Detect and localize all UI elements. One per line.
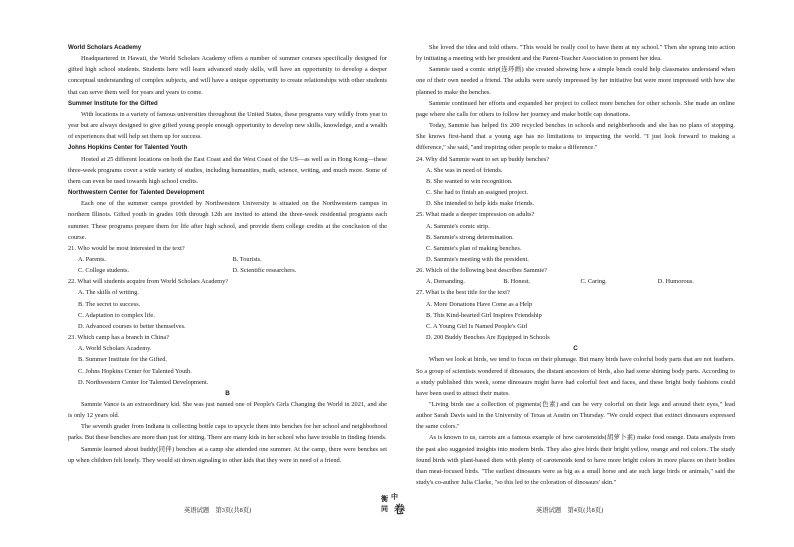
paragraph: With locations in a variety of famous universities throughout the United States, these programs vary wildly from year to year but are always designed to give gifted young people enough opportunity to develop new skills, knowledge, and a wealth of experiences that will help set them up for success. [68, 110, 387, 141]
logo-char: 中 [391, 493, 398, 501]
answer-option: A. Sammie's comic strip. [426, 222, 490, 230]
answer-option: B. She wanted to win recognition. [426, 177, 513, 185]
answer-options [416, 276, 735, 287]
paragraph: Sammie used a comic strip(连环画) she created showing how a simple bench could help classmates understand when one of their own needed a friend. The adults were surely impressed by her initiative but were more impressed with how she planned to make the benches. [416, 66, 735, 96]
answer-option: B. This Kind-hearted Girl Inspires Friendship [426, 311, 542, 319]
paragraph: Sammie Vance is an extraordinary kid. She was just named one of People's Girls Changing the World in 2021, and she is only 12 years old. [68, 401, 387, 420]
answer-option: C. Sammie's plan of making benches. [426, 244, 522, 252]
paragraph: "Living birds use a collection of pigments(色素) and can be very colorful on their legs and around their eyes," lead author Sarah Davis said in the University of Texas at Austin on Thursday. "We could expect that extinct dinosaurs expressed the same colors." [416, 401, 735, 431]
question: 26. Which of the following best describes Sammie? [416, 267, 547, 275]
section-heading: World Scholars Academy [68, 44, 142, 51]
answer-option: D. She intended to help kids make friends. [426, 200, 534, 208]
passage-label: B [225, 389, 230, 397]
question: 21. Who would be most interested in the text? [68, 244, 185, 252]
answer-option: C. College students. [78, 267, 130, 275]
answer-option: B. The secret to success. [78, 300, 141, 308]
question: 22. What will students acquire from World Scholars Academy? [68, 278, 229, 286]
paragraph: Each one of the summer camps provided by Northwestern University is situated on the Northwestern campus in northern Illinois. Gifted youth in grades 10th through 12th are invited to attend the three-week residential programs each summer. These programs prepare them for life after high school, and provide them college credits at the conclusion of the course. [68, 200, 387, 241]
answer-option: D. Advanced courses to better themselves. [78, 322, 186, 330]
left-column [68, 42, 387, 466]
answer-option: A. The skills of writing. [78, 289, 139, 297]
logo-char: 衡 [381, 495, 388, 503]
paragraph: Sammie continued her efforts and expanded her project to collect more benches for other schools. She made an online page where she calls for others to follow her journey and make bottle cap donations. [416, 99, 735, 118]
question: 27. What is the best title for the text? [416, 289, 510, 297]
answer-option: D. 200 Buddy Benches Are Equipped in Schools [426, 334, 550, 342]
publisher-logo [381, 493, 412, 524]
answer-option: A. Demanding. [426, 278, 465, 286]
section-heading: Johns Hopkins Center for Talented Youth [68, 144, 188, 152]
paragraph: Headquartered in Hawaii, the World Scholars Academy offers a number of summer courses specifically designed for gifted high school students. Students here will learn advanced study skills, will have an opportunity to develop a deeper conceptual understanding of complex subjects, and will have a unique opportunity to create relationships with other students that can serve them well for years and years to come. [68, 55, 387, 96]
answer-option: D. Northwestern Center for Talented Development. [78, 378, 209, 386]
answer-option: B. Tourists. [232, 255, 262, 263]
section-heading: Summer Institute for the Gifted [68, 99, 158, 107]
answer-option: A. More Donations Have Come as a Help [426, 300, 533, 308]
paragraph: Hosted at 25 different locations on both the East Coast and the West Coast of the US—as well as in Hong Kong—these three-week programs cover a wide variety of studies, including humanities, math, science, writing, and much more. Some of them can even be used towards high school credits. [68, 155, 387, 185]
answer-option: B. Sammie's strong determination. [426, 233, 514, 241]
question: 25. What made a deeper impression on adults? [416, 211, 535, 219]
answer-option: B. Honest. [503, 278, 531, 286]
question: 23. Which camp has a branch in China? [68, 334, 169, 342]
page-footer-left: 英语试题 第3页(共8页) [184, 507, 252, 514]
paragraph: She loved the idea and told others. "This would be really cool to have them at my school." Then she sprang into action by initiating a meeting with her president and the Parent-Teacher Association to present her idea. [416, 44, 735, 63]
answer-option: C. A Young Girl Is Named People's Girl [426, 322, 528, 330]
paragraph: The seventh grader from Indiana is collecting bottle caps to upcycle them into benches for her school and neighborhood parks. But these benches are more than just for sitting. There are many kids in her school who have trouble in finding friends. [68, 423, 387, 442]
answer-option: A. World Scholars Academy. [78, 345, 152, 353]
answer-option: A. Parents. [78, 255, 107, 263]
answer-option: D. Scientific researchers. [232, 267, 297, 275]
paragraph: As is known to us, carrots are a famous example of how carotenoids(胡萝卜素) make food orange. Data analysis from the past also suggested insights into modern birds. They also give birds their bright yellow, orange and red colors. The study found birds with plant-based diets with plenty of carotenoids tend to have more bright colors in more places on their bodies than meat-focused birds. "The earliest dinosaurs were as big as a small horse and ate such large birds or animals," said the study's co-author Julia Clarke, "so this led to the coloration of dinosaurs' skin." [416, 434, 735, 487]
logo-char: 同 [381, 505, 388, 513]
logo-char: 卷 [394, 504, 405, 516]
passage-label: C [573, 345, 578, 353]
paragraph: Sammie learned about buddy(同伴) benches at a camp she attended one summer. At the camp, there were benches set up when children felt lonely. They would sit down signaling to other kids that they were in need of a friend. [68, 445, 387, 464]
answer-option: C. Adaptation to complex life. [78, 311, 155, 319]
answer-option: D. Sammie's meeting with the president. [426, 255, 529, 263]
answer-option: A. She was in need of friends. [426, 166, 503, 174]
section-heading: Northwestern Center for Talented Development [68, 189, 205, 197]
page-footer-right: 英语试题 第4页(共8页) [536, 507, 604, 514]
question: 24. Why did Sammie want to set up buddy benches? [416, 155, 550, 163]
answer-option: B. Summer Institute for the Gifted. [78, 356, 167, 364]
right-column [416, 42, 735, 488]
answer-options [68, 254, 387, 276]
paragraph: When we look at birds, we tend to focus on their plumage. But many birds have colorful body parts that are not feathers. So a group of scientists wondered if dinosaurs, the distant ancestors of birds, also had some shining body parts. According to a study published this week, some dinosaurs might have had colorful feet and faces, and these bright body fashions could have been used to attract their mates. [416, 356, 736, 397]
answer-option: C. Johns Hopkins Center for Talented Youth. [78, 367, 192, 375]
answer-option: C. Caring. [580, 278, 607, 286]
paragraph: Today, Sammie has helped fix 200 recycled benches in schools and neighborhoods and she has no plans of stopping. She knows first-hand that a young age has no limitations to impacting the world. "I just look forward to making a difference," she said, "and inspiring other people to make a difference." [416, 122, 735, 152]
answer-option: D. Humorous. [657, 278, 694, 286]
answer-option: C. She had to finish an assigned project. [426, 189, 529, 197]
